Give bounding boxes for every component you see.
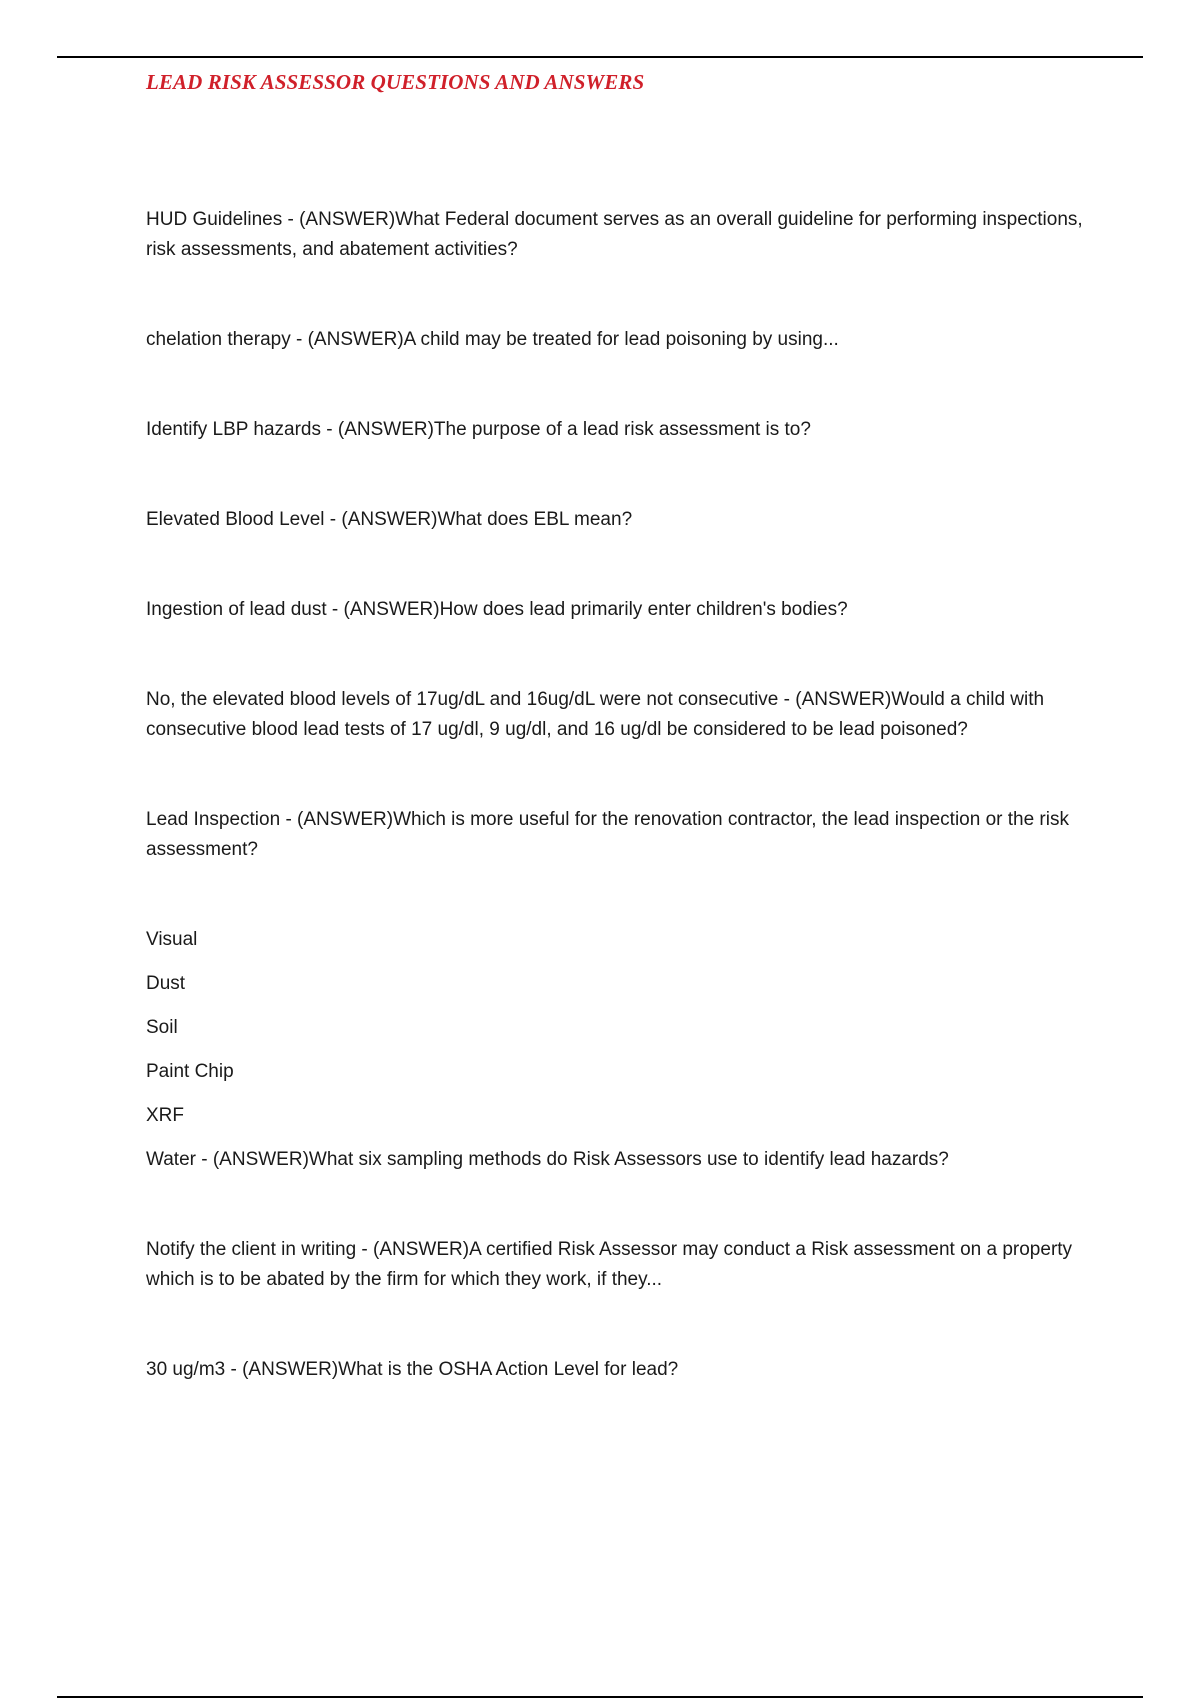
document-title: LEAD RISK ASSESSOR QUESTIONS AND ANSWERS [146,70,645,94]
sampling-method-item: XRF [146,1105,184,1126]
qa-item: Identify LBP hazards - (ANSWER)The purpose of a lead risk assessment is to? [146,419,811,440]
qa-item: chelation therapy - (ANSWER)A child may be treated for lead poisoning by using... [146,329,839,350]
qa-item: Lead Inspection - (ANSWER)Which is more useful for the renovation contractor, the lead inspection or the risk assessment? [146,809,1069,860]
qa-item: 30 ug/m3 - (ANSWER)What is the OSHA Action Level for lead? [146,1359,679,1380]
qa-item: Ingestion of lead dust - (ANSWER)How does lead primarily enter children's bodies? [146,599,848,620]
qa-item: No, the elevated blood levels of 17ug/dL and 16ug/dL were not consecutive - (ANSWER)Would a child with consecutive blood lead tests of 17 ug/dl, 9 ug/dl, and 16 ug/dl be considered to be lead poisoned? [146,689,1045,740]
qa-item: Notify the client in writing - (ANSWER)A certified Risk Assessor may conduct a Risk assessment on a property which is to be abated by the firm for which they work, if they... [146,1239,1073,1290]
sampling-method-item: Visual [146,929,198,950]
sampling-method-item: Soil [146,1017,178,1038]
qa-content [146,205,1096,1445]
sampling-method-item: Paint Chip [146,1061,234,1082]
bottom-rule [57,1696,1143,1698]
top-rule [57,56,1143,58]
sampling-methods-block [146,925,1096,1175]
qa-item: HUD Guidelines - (ANSWER)What Federal document serves as an overall guideline for performing inspections, risk assessments, and abatement activities? [146,209,1083,260]
sampling-method-item: Dust [146,973,186,994]
qa-item: Elevated Blood Level - (ANSWER)What does EBL mean? [146,509,633,530]
qa-item: Water - (ANSWER)What six sampling methods do Risk Assessors use to identify lead hazards? [146,1149,949,1170]
